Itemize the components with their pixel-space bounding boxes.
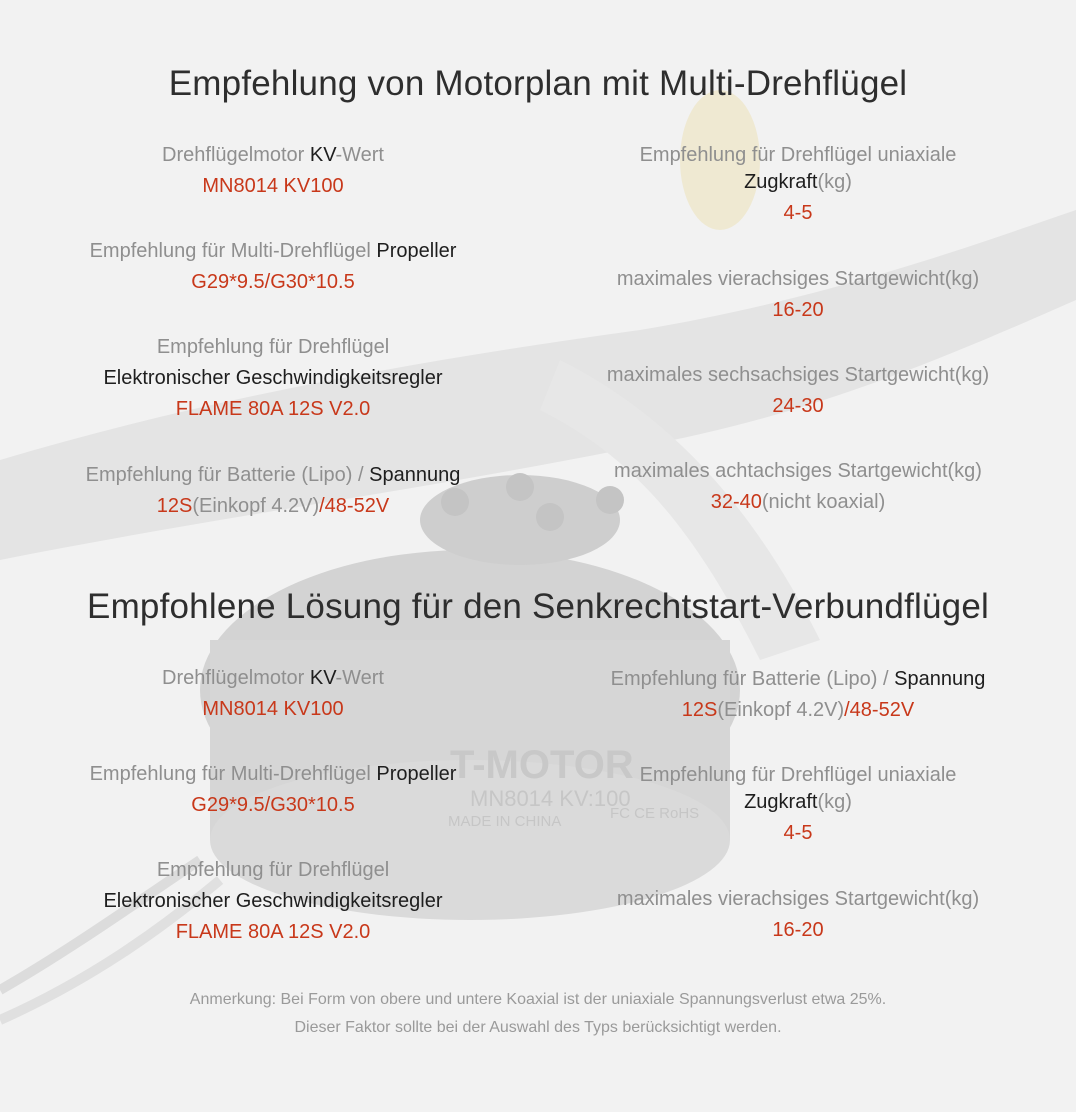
s1-propeller-value: G29*9.5/G30*10.5 xyxy=(191,271,355,293)
footnote-line2: Dieser Faktor sollte bei der Auswahl des Typs berücksichtigt werden. xyxy=(294,1019,782,1036)
motor-logo-text: T-MOTOR xyxy=(450,743,634,787)
s1-octa-spec: maximales achtachsiges Startgewicht(kg) 32-40(nicht koaxial) xyxy=(614,460,982,513)
s1-quad-spec: maximales vierachsiges Startgewicht(kg) 16-20 xyxy=(570,266,1026,324)
s2-motor-value: MN8014 KV100 xyxy=(202,698,344,720)
s1-motor-value: MN8014 KV100 xyxy=(202,175,344,197)
motor-model-text: MN8014 KV:100 xyxy=(470,786,631,811)
s1-battery-spec: Empfehlung für Batterie (Lipo) / Spannung 12S(Einkopf 4.2V)/48-52V xyxy=(85,464,461,517)
s1-esc-spec: Empfehlung für Drehflügel Elektronischer Geschwindigkeitsregler FLAME 80A 12S V2.0 xyxy=(40,334,506,423)
motor-cert-text: FC CE RoHS xyxy=(610,805,700,822)
s1-thrust-spec: Empfehlung für Drehflügel uniaxiale Zugkraft(kg) 4-5 xyxy=(570,142,1026,227)
s2-esc-value: FLAME 80A 12S V2.0 xyxy=(175,921,371,943)
s1-hexa-value: 24-30 xyxy=(772,395,824,417)
s1-hexa-spec: maximales sechsachsiges Startgewicht(kg) 24-30 xyxy=(570,362,1026,420)
footnote-line1: Anmerkung: Bei Form von obere und untere Koaxial ist der uniaxiale Spannungsverlust etwa 25%. xyxy=(189,991,887,1008)
s2-motor-spec: Drehflügelmotor KV-Wert MN8014 KV100 xyxy=(40,665,506,723)
s1-thrust-value: 4-5 xyxy=(783,202,813,224)
s2-quad-spec: maximales vierachsiges Startgewicht(kg) 16-20 xyxy=(570,886,1026,944)
s1-quad-value: 16-20 xyxy=(772,299,824,321)
section2-title: Empfohlene Lösung für den Senkrechtstart-Verbundflügel xyxy=(87,587,989,626)
s1-motor-spec: Drehflügelmotor KV-Wert MN8014 KV100 xyxy=(40,142,506,200)
s2-thrust-spec: Empfehlung für Drehflügel uniaxiale Zugkraft(kg) 4-5 xyxy=(570,762,1026,847)
s2-propeller-value: G29*9.5/G30*10.5 xyxy=(191,794,355,816)
s2-battery-spec: Empfehlung für Batterie (Lipo) / Spannung 12S(Einkopf 4.2V)/48-52V xyxy=(610,668,986,721)
motor-made-text: MADE IN CHINA xyxy=(448,813,562,830)
footnote xyxy=(0,986,1076,1042)
s1-esc-value: FLAME 80A 12S V2.0 xyxy=(175,398,371,420)
section1-title: Empfehlung von Motorplan mit Multi-Drehflügel xyxy=(168,64,908,103)
s2-thrust-value: 4-5 xyxy=(783,822,813,844)
s2-quad-value: 16-20 xyxy=(772,919,824,941)
s2-propeller-spec: Empfehlung für Multi-Drehflügel Propeller G29*9.5/G30*10.5 xyxy=(40,761,506,819)
s1-propeller-spec: Empfehlung für Multi-Drehflügel Propeller G29*9.5/G30*10.5 xyxy=(40,238,506,296)
s2-esc-spec: Empfehlung für Drehflügel Elektronischer Geschwindigkeitsregler FLAME 80A 12S V2.0 xyxy=(40,857,506,946)
